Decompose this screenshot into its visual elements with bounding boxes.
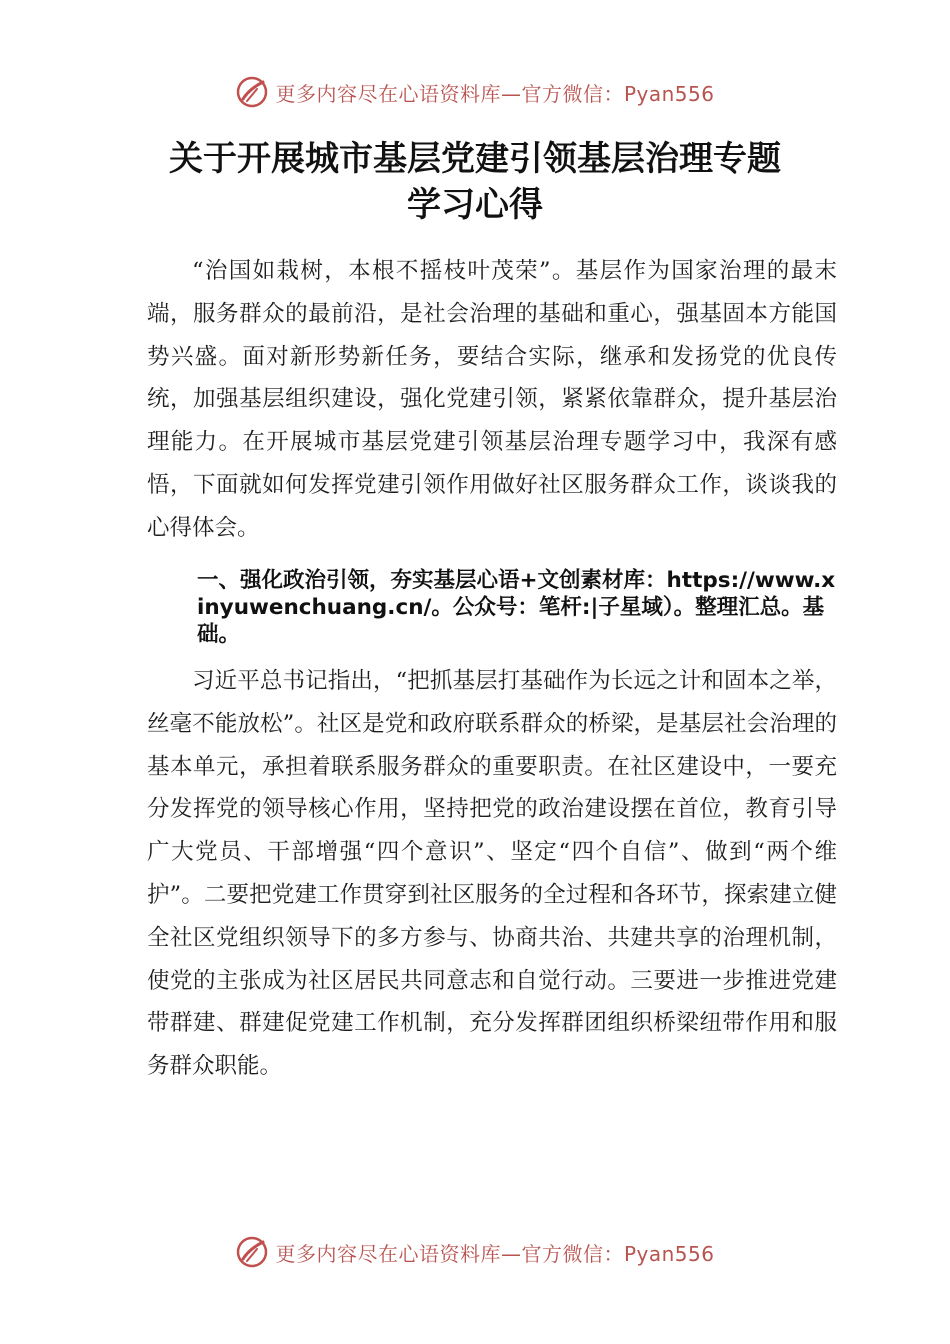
paragraph-section-1: 习近平总书记指出，“把抓基层打基础作为长远之计和固本之举，丝毫不能放松”。社区是党和政府联系群众的桥梁，是基层社会治理的基本单元，承担着联系服务群众的重要职责。在社区建设中，一要充分发挥党的领导核心作用，坚持把党的政治建设摆在首位，教育引导广大党员、干部增强“四个意识”、坚定“四个自信”、做到“两个维护”。二要把党建工作贯穿到社区服务的全过程和各环节，探索建立健全社区党组织领导下的多方参与、协商共治、共建共享的治理机制，使党的主张成为社区居民共同意志和自觉行动。三要进一步推进党建带群建、群建促党建工作机制，充分发挥群团组织桥梁纽带作用和服务群众职能。 bbox=[147, 668, 837, 1080]
section-heading-1: 一、强化政治引领，夯实基层心语+文创素材库：https://www.xinyuwenchuang.cn/。公众号：笔杆:|子星域）。整理汇总。基础。 bbox=[197, 568, 836, 647]
document-title-line2: 学习心得 bbox=[407, 185, 543, 225]
banner-text: 更多内容尽在心语资料库—官方微信：Pyan556 bbox=[275, 1241, 715, 1266]
header-watermark-banner bbox=[0, 72, 950, 112]
banner-text: 更多内容尽在心语资料库—官方微信：Pyan556 bbox=[275, 81, 715, 106]
footer-watermark-banner bbox=[0, 1232, 950, 1272]
document-title-line1: 关于开展城市基层党建引领基层治理专题 bbox=[169, 139, 781, 179]
brand-logo-icon bbox=[235, 75, 269, 109]
paragraph-intro: “治国如栽树，本根不摇枝叶茂荣”。基层作为国家治理的最末端，服务群众的最前沿，是社会治理的基础和重心，强基固本方能国势兴盛。面对新形势新任务，要结合实际，继承和发扬党的优良传统，加强基层组织建设，强化党建引领，紧紧依靠群众，提升基层治理能力。在开展城市基层党建引领基层治理专题学习中，我深有感悟，下面就如何发挥党建引领作用做好社区服务群众工作，谈谈我的心得体会。 bbox=[147, 258, 837, 541]
brand-logo-icon bbox=[235, 1235, 269, 1269]
